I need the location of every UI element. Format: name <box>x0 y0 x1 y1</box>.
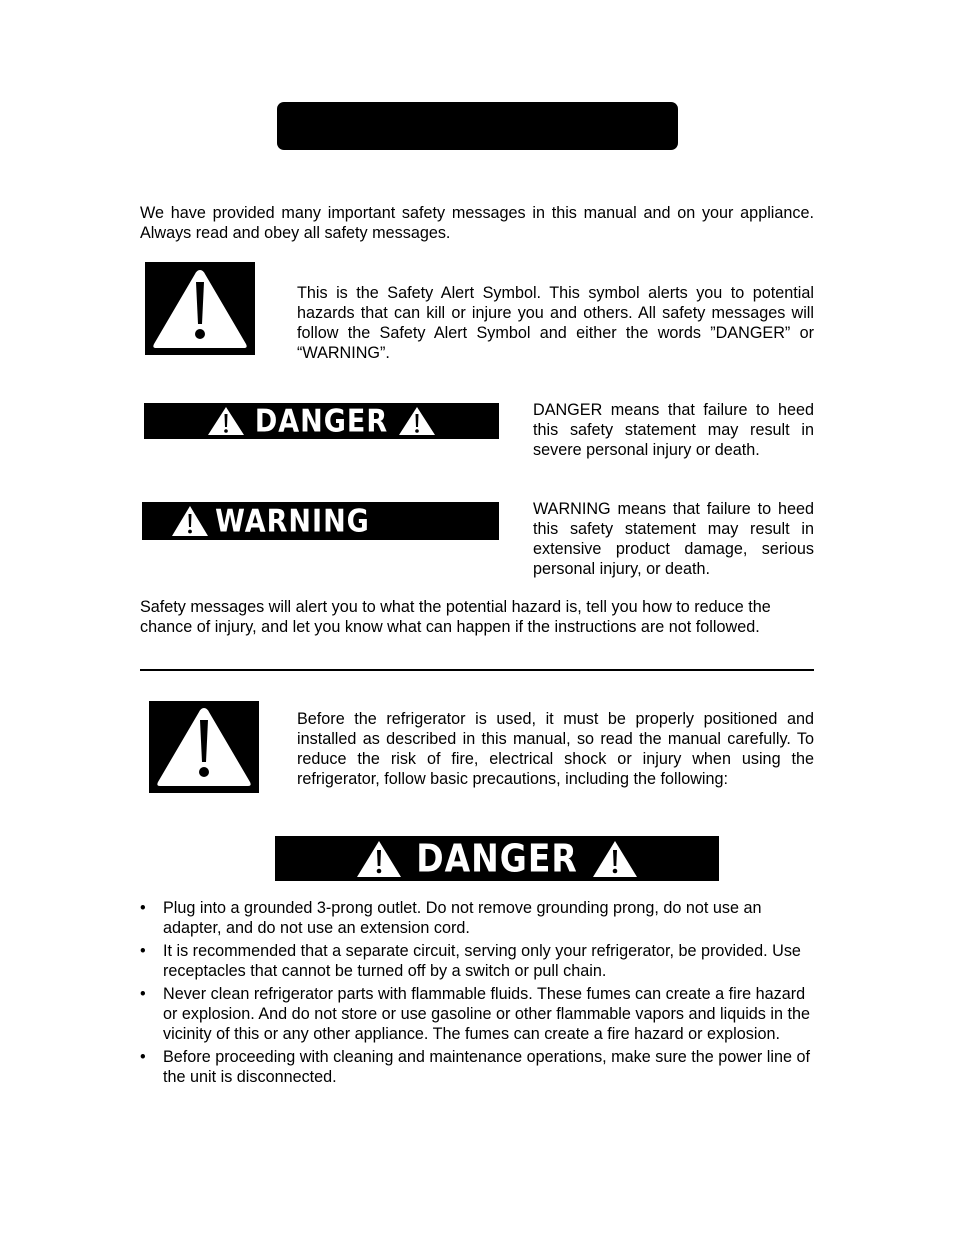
list-item <box>140 898 814 938</box>
safety-messages-paragraph: Safety messages will alert you to what the potential hazard is, tell you how to reduce the chance of injury, and let you know what can happen if the instructions are not followed. <box>140 598 771 636</box>
warning-label: WARNING <box>215 503 370 539</box>
bullet-marker: • <box>140 942 146 960</box>
precautions-list <box>140 898 814 1090</box>
safety-alert-symbol-icon <box>145 262 255 355</box>
danger-banner-large <box>275 836 719 881</box>
warning-triangle-icon <box>592 840 638 878</box>
safety-alert-symbol-icon <box>149 701 259 793</box>
warning-triangle-icon <box>398 406 436 436</box>
warning-triangle-icon <box>356 840 402 878</box>
list-item <box>140 941 814 981</box>
intro-paragraph: We have provided many important safety messages in this manual and on your appliance. Always read and obey all safety messages. <box>140 204 814 242</box>
section-divider <box>140 669 814 671</box>
list-item-text: Never clean refrigerator parts with flammable fluids. These fumes can create a fire hazard or explosion. And do not store or use gasoline or other flammable vapors and liquids in the vicinity of this or any other appliance. The fumes can create a fire hazard or explosion. <box>163 985 810 1043</box>
bullet-marker: • <box>140 1048 146 1066</box>
warning-definition: WARNING means that failure to heed this safety statement may result in extensive product damage, serious personal injury, or death. <box>533 500 814 578</box>
warning-banner-small <box>142 502 499 540</box>
list-item-text: Before proceeding with cleaning and maintenance operations, make sure the power line of the unit is disconnected. <box>163 1048 811 1086</box>
bullet-marker: • <box>140 899 146 917</box>
list-item-text: Plug into a grounded 3-prong outlet. Do not remove grounding prong, do not use an adapter, and do not use an extension cord. <box>163 899 762 937</box>
list-item <box>140 1047 814 1087</box>
danger-banner-label: DANGER <box>416 836 578 881</box>
danger-definition: DANGER means that failure to heed this safety statement may result in severe personal injury or death. <box>533 401 814 459</box>
danger-banner-small <box>144 403 499 439</box>
precautions-paragraph: Before the refrigerator is used, it must be properly positioned and installed as described in this manual, so read the manual carefully. To reduce the risk of fire, electrical shock or injury when using the refrigerator, follow basic precautions, including the following: <box>297 710 814 788</box>
bullet-marker: • <box>140 985 146 1003</box>
alert-symbol-description: This is the Safety Alert Symbol. This symbol alerts you to potential hazards that can kill or injure you and others. All safety messages will follow the Safety Alert Symbol and either the words ”DANGER” or “WARNING”. <box>297 284 814 362</box>
danger-label: DANGER <box>254 403 389 439</box>
list-item <box>140 984 814 1044</box>
warning-triangle-icon <box>171 505 209 537</box>
section-title-bar <box>277 102 678 150</box>
list-item-text: It is recommended that a separate circuit, serving only your refrigerator, be provided. Use receptacles that cannot be turned off by a switch or pull chain. <box>163 942 801 980</box>
warning-triangle-icon <box>207 406 245 436</box>
